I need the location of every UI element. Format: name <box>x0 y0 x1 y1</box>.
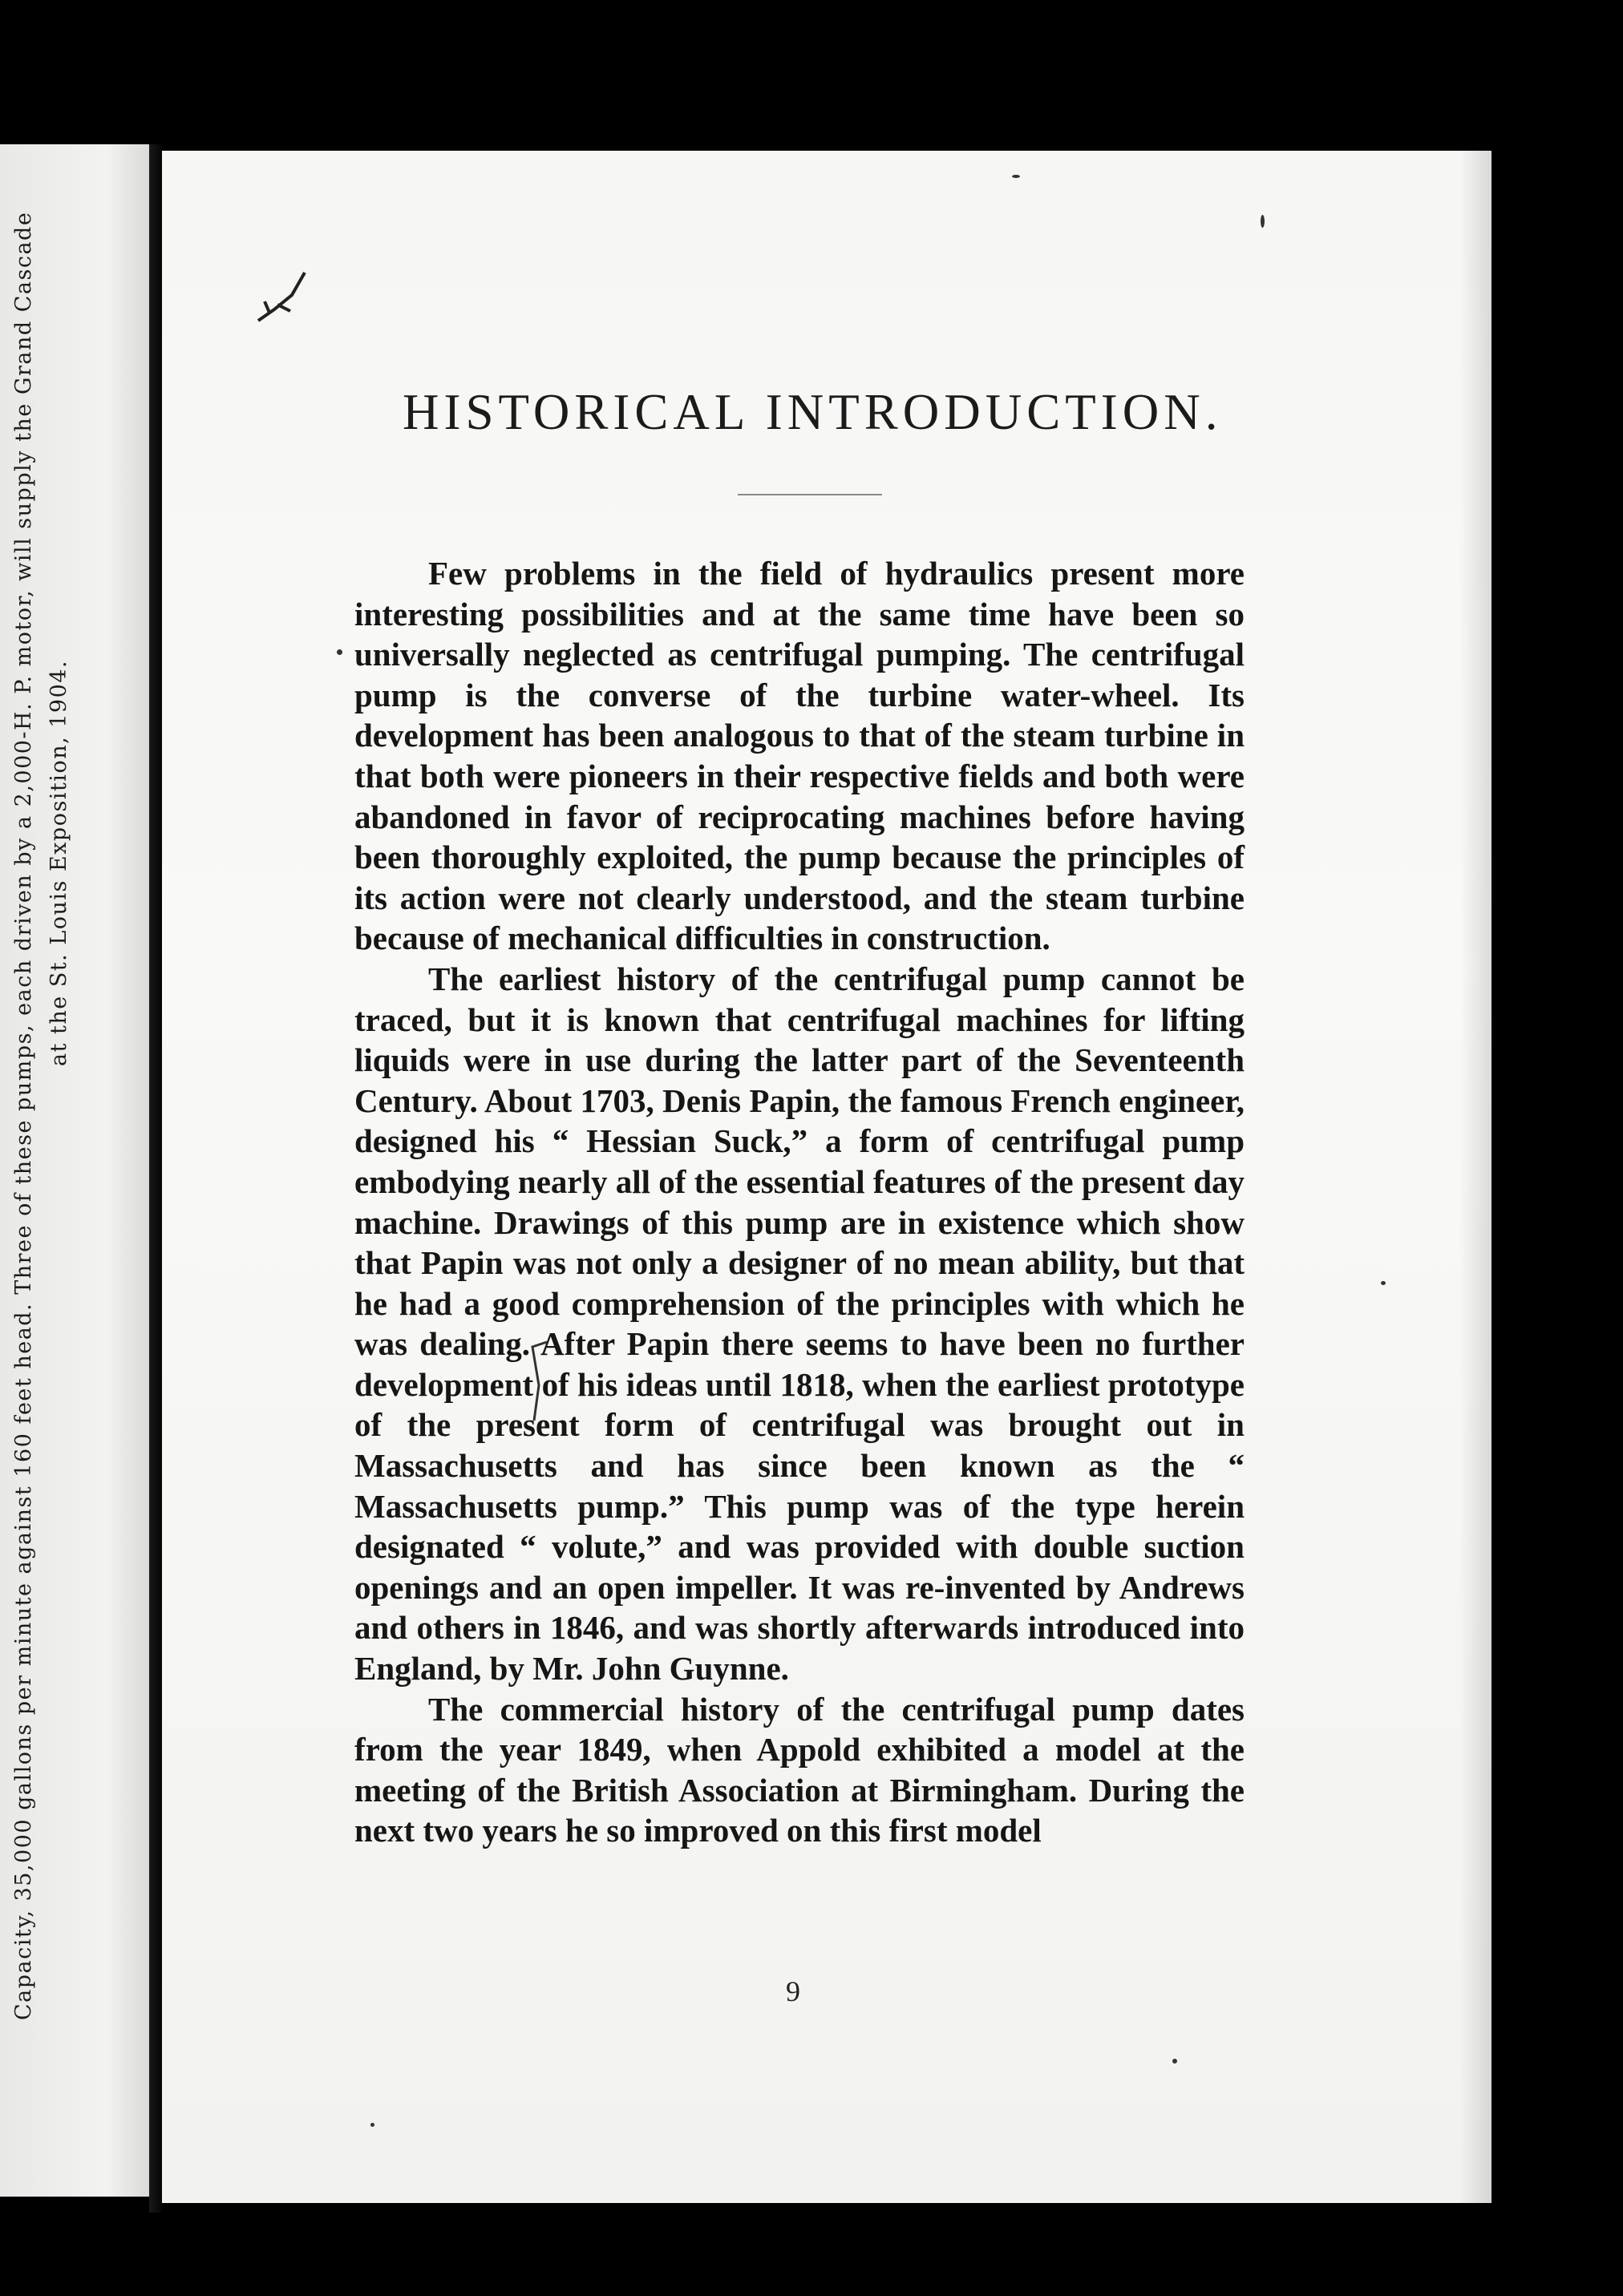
paragraph-1: Few problems in the field of hydraulics present more interesting possibilities and at the same time have been so universally neglected as centrifugal pumping. The centrifugal pump is the converse of the turbine water-wheel. Its development has been analogous to that of the steam turbine in that both were pioneers in their respective fields and both were abandoned in favor of reciprocating machines before having been thoroughly exploited, the pump because the principles of its action were not clearly understood, and the steam turbine because of mechanical difficulties in construction. <box>354 555 1245 957</box>
paragraph-3: The commercial history of the centrifugal pump dates from the year 1849, when Appold exhibited a model at the meeting of the British Association at Birmingham. During the next two years he so improved on this first model <box>354 1690 1245 1849</box>
page-edge-shadow <box>1459 151 1491 2203</box>
chapter-heading: HISTORICAL INTRODUCTION. <box>403 384 1223 440</box>
body-text <box>354 553 1245 1851</box>
plate-caption-line-1: Capacity, 35,000 gallons per minute against 160 feet head. Three of these pumps, each driven by a 2,000-H. P. motor, will supply the Grand Cascade <box>11 211 36 2020</box>
paragraph-2: The earliest history of the centrifugal pump cannot be traced, but it is known that centrifugal machines for lifting liquids were in use during the latter part of the Seventeenth Century. About 1703, Denis Papin, the famous French engineer, designed his “ Hessian Suck,” a form of centrifugal pump embodying nearly all of the essential features of the present day machine. Drawings of this pump are in existence which show that Papin was not only a designer of no mean ability, but that he had a good comprehension of the principles with which he was dealing. After Papin there seems to have been no further development of his ideas until 1818, when the earliest prototype of the present form of centrifugal was brought out in Massachusetts and has since been known as the “ Massachusetts pump.” This pump was of the type herein designated “ volute,” and was provided with double suction openings and an open impeller. It was re-invented by Andrews and others in 1846, and was shortly afterwards introduced into England, by Mr. John Guynne. <box>354 960 1245 1688</box>
heading-rule <box>738 494 882 495</box>
book-page <box>162 151 1491 2203</box>
ink-scribble-mark <box>242 263 314 335</box>
book-spine-shadow <box>149 144 162 2213</box>
page-number: 9 <box>786 1975 800 2007</box>
plate-caption-line-2: at the St. Louis Exposition, 1904. <box>47 659 71 1066</box>
ink-bracket-mark <box>515 1337 563 1425</box>
plate-caption <box>6 211 119 2036</box>
